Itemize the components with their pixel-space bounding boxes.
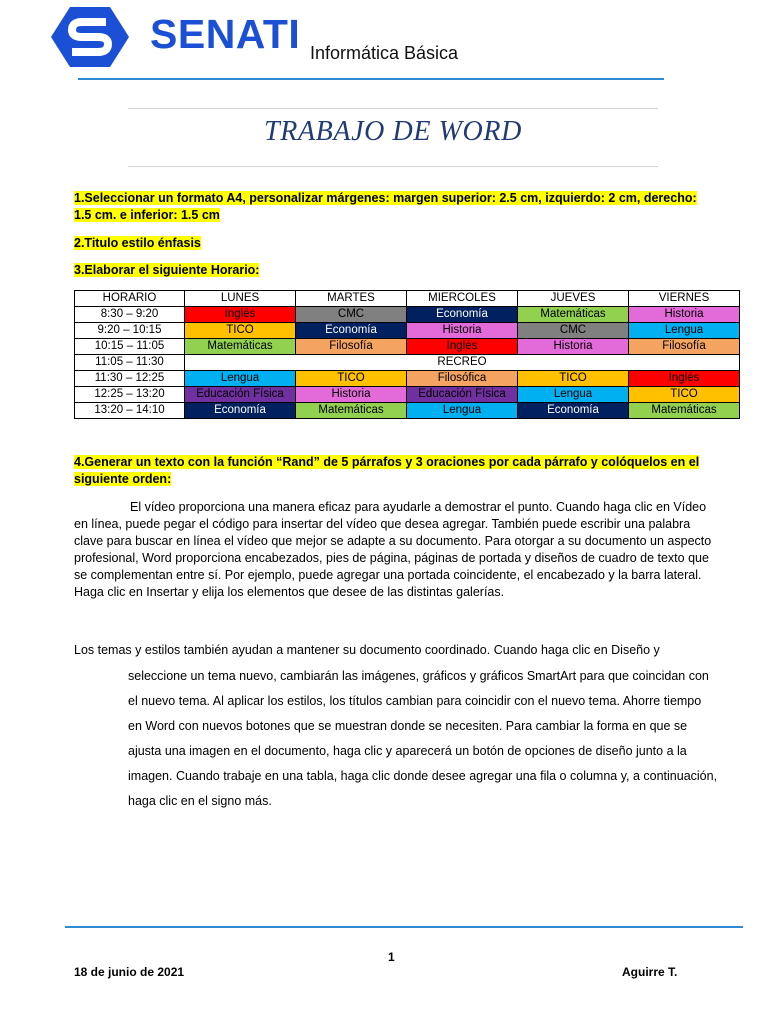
header-divider <box>78 78 664 80</box>
header-jueves: JUEVES <box>518 291 629 307</box>
instruction-2 <box>74 235 704 252</box>
instruction-3 <box>74 262 704 279</box>
header-miercoles: MIERCOLES <box>407 291 518 307</box>
schedule-subject-cell: Lengua <box>518 387 629 403</box>
schedule-time-cell: 10:15 – 11:05 <box>75 339 185 355</box>
header-viernes: VIERNES <box>629 291 740 307</box>
schedule-subject-cell: Matemáticas <box>296 403 407 419</box>
header-martes: MARTES <box>296 291 407 307</box>
page-number: 1 <box>388 950 395 964</box>
schedule-row <box>75 307 740 323</box>
schedule-subject-cell: Economía <box>518 403 629 419</box>
senati-logo-icon <box>50 6 130 68</box>
schedule-header-row <box>75 291 740 307</box>
instruction-1 <box>74 190 704 224</box>
instruction-4-text: 4.Generar un texto con la función “Rand” de 5 párrafos y 3 oraciones por cada párrafo y colóquelos en el siguiente orden: <box>74 455 700 486</box>
schedule-row <box>75 387 740 403</box>
footer-author: Aguirre T. <box>622 965 678 979</box>
schedule-subject-cell: Matemáticas <box>518 307 629 323</box>
schedule-subject-cell: Inglés <box>407 339 518 355</box>
title-top-rule <box>128 108 658 109</box>
schedule-table <box>74 290 740 419</box>
schedule-time-cell: 8:30 – 9:20 <box>75 307 185 323</box>
document-title: TRABAJO DE WORD <box>264 116 522 147</box>
schedule-subject-cell: TICO <box>296 371 407 387</box>
schedule-body <box>75 307 740 419</box>
paragraph-1: El vídeo proporciona una manera eficaz para ayudarle a demostrar el punto. Cuando haga clic en Vídeo en línea, puede pegar el código para insertar del vídeo que desea agregar. También puede escribir una palabra clave para buscar en línea el vídeo que mejor se adapte a su documento. Para otorgar a su documento un aspecto profesional, Word proporciona encabezados, pies de página, páginas de portada y diseños de cuadro de texto que se complementan entre sí. Por ejemplo, puede agregar una portada coincidente, el encabezado y la barra lateral. Haga clic en Insertar y elija los elementos que desee de las distintas galerías. <box>74 500 712 599</box>
title-bottom-rule <box>128 166 658 167</box>
schedule-time-cell: 11:30 – 12:25 <box>75 371 185 387</box>
schedule-subject-cell: Economía <box>296 323 407 339</box>
schedule-subject-cell: Economía <box>185 403 296 419</box>
schedule-subject-cell: Matemáticas <box>629 403 740 419</box>
schedule-time-cell: 11:05 – 11:30 <box>75 355 185 371</box>
schedule-subject-cell: CMC <box>296 307 407 323</box>
schedule-subject-cell: Educación Física <box>185 387 296 403</box>
schedule-recess-cell: RECREO <box>185 355 740 371</box>
header-horario: HORARIO <box>75 291 185 307</box>
footer-divider <box>65 926 743 928</box>
schedule-subject-cell: Filosófica <box>407 371 518 387</box>
schedule-subject-cell: Educación Física <box>407 387 518 403</box>
instruction-4 <box>74 454 704 488</box>
schedule-subject-cell: Historia <box>407 323 518 339</box>
schedule-subject-cell: Economía <box>407 307 518 323</box>
schedule-subject-cell: Filosofía <box>629 339 740 355</box>
instruction-1-text: 1.Seleccionar un formato A4, personalizar márgenes: margen superior: 2.5 cm, izquierdo: 2 cm, derecho: 1.5 cm. e inferior: 1.5 cm <box>74 191 697 222</box>
schedule-subject-cell: Filosofía <box>296 339 407 355</box>
schedule-time-cell: 12:25 – 13:20 <box>75 387 185 403</box>
schedule-time-cell: 9:20 – 10:15 <box>75 323 185 339</box>
schedule-row <box>75 371 740 387</box>
schedule-row <box>75 339 740 355</box>
schedule-subject-cell: CMC <box>518 323 629 339</box>
paragraph-2-first-line: Los temas y estilos también ayudan a mantener su documento coordinado. Cuando haga clic en Diseño y <box>74 643 660 657</box>
schedule-subject-cell: TICO <box>518 371 629 387</box>
schedule-subject-cell: Matemáticas <box>185 339 296 355</box>
paragraph-2-body: seleccione un tema nuevo, cambiarán las imágenes, gráficos y gráficos SmartArt para que coincidan con el nuevo tema. Al aplicar los estilos, los títulos cambian para coincidir con el nuevo tema. Ahorre tiempo en Word con nuevos botones que se muestran donde se necesiten. Para cambiar la forma en que se ajusta una imagen en el documento, haga clic y aparecerá un botón de opciones de diseño junto a la imagen. Cuando trabaje en una tabla, haga clic donde desee agregar una fila o columna y, a continuación, haga clic en el signo más. <box>128 669 718 808</box>
schedule-time-cell: 13:20 – 14:10 <box>75 403 185 419</box>
schedule-subject-cell: Historia <box>629 307 740 323</box>
header-lunes: LUNES <box>185 291 296 307</box>
schedule-subject-cell: Inglés <box>629 371 740 387</box>
instruction-2-text: 2.Titulo estilo énfasis <box>74 236 201 250</box>
brand-name: SENATI <box>150 11 301 57</box>
schedule-subject-cell: Lengua <box>407 403 518 419</box>
schedule-row <box>75 323 740 339</box>
header-subtitle: Informática Básica <box>310 43 459 63</box>
schedule-subject-cell: TICO <box>185 323 296 339</box>
schedule-subject-cell: Historia <box>518 339 629 355</box>
schedule-subject-cell: Lengua <box>629 323 740 339</box>
schedule-subject-cell: TICO <box>629 387 740 403</box>
schedule-subject-cell: Inglés <box>185 307 296 323</box>
instruction-3-text: 3.Elaborar el siguiente Horario: <box>74 263 260 277</box>
schedule-subject-cell: Historia <box>296 387 407 403</box>
schedule-row <box>75 403 740 419</box>
footer-date: 18 de junio de 2021 <box>74 965 185 979</box>
schedule-row <box>75 355 740 371</box>
schedule-subject-cell: Lengua <box>185 371 296 387</box>
